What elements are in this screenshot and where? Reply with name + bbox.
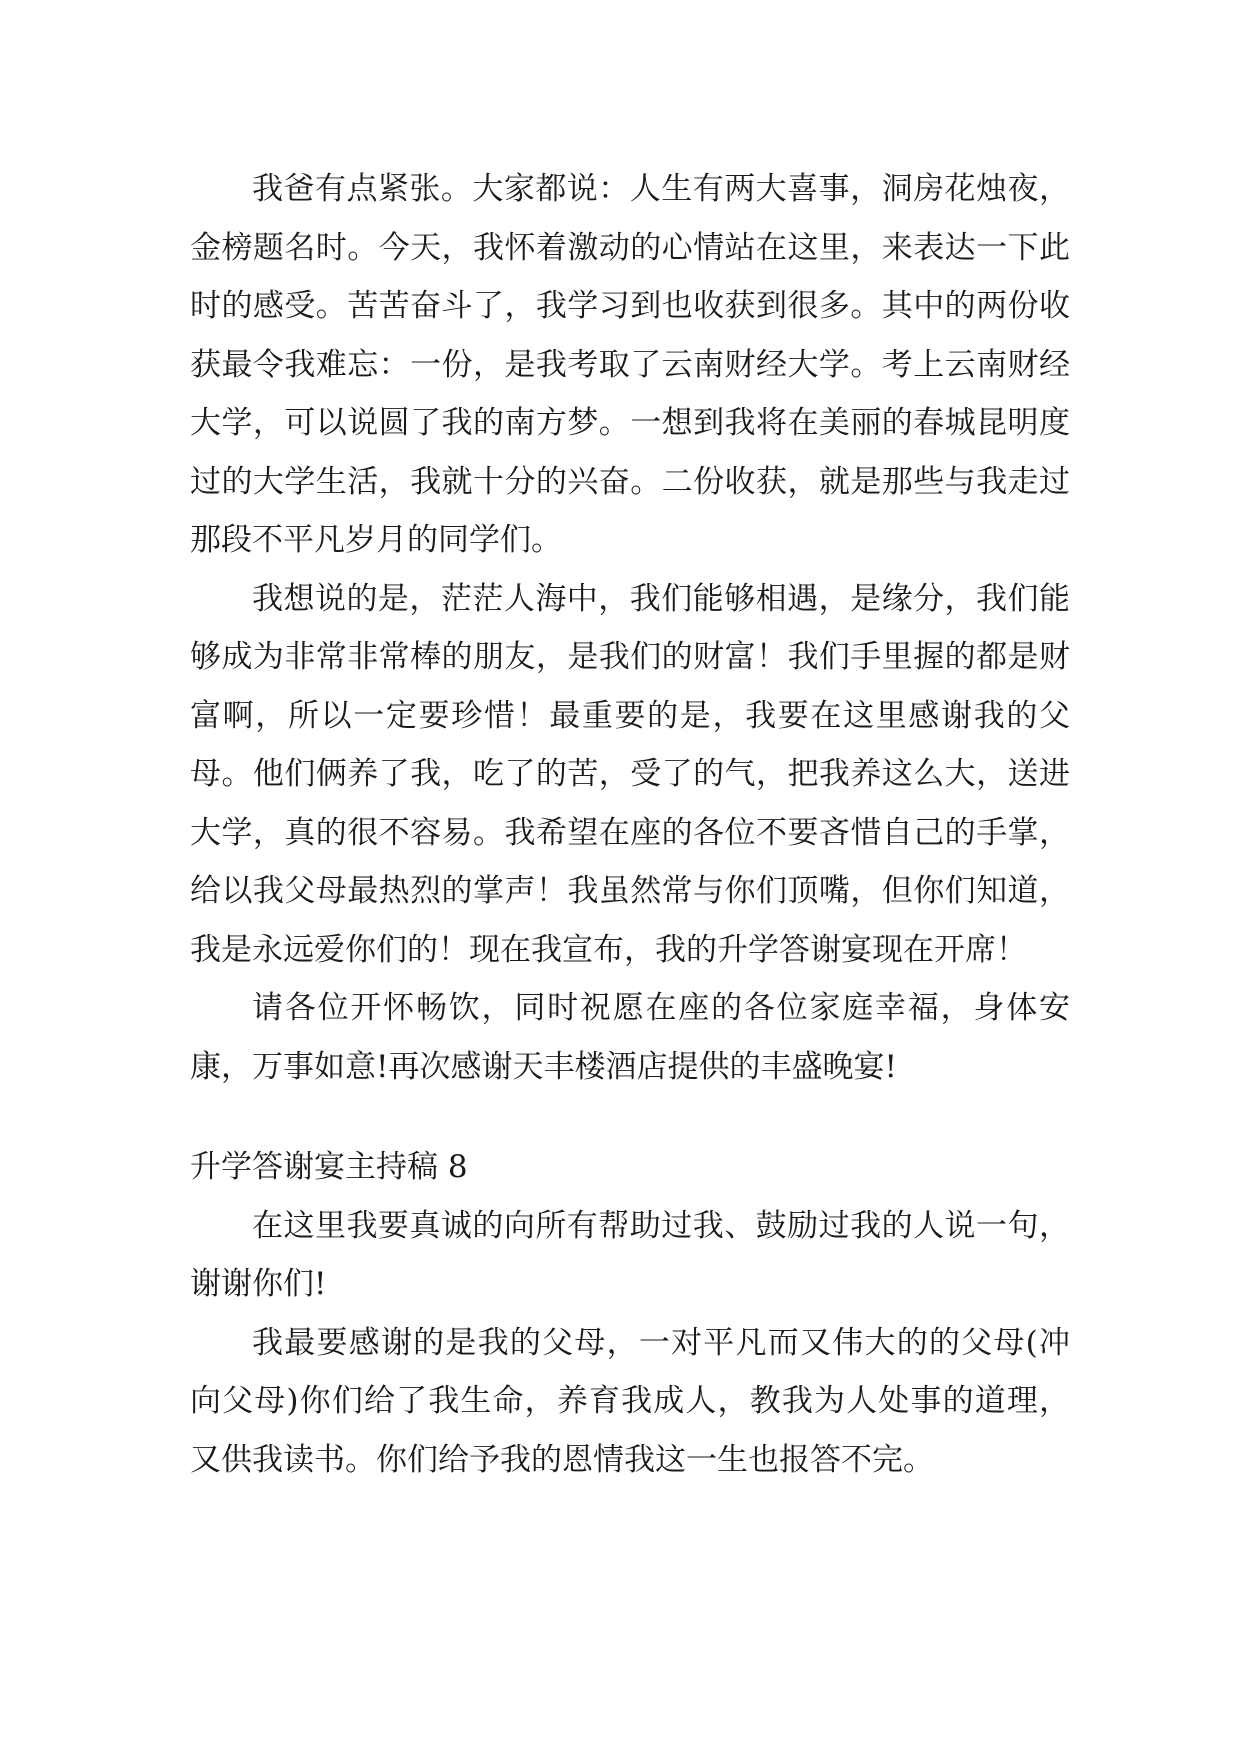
paragraph-parents-nervous: 我爸有点紧张。大家都说：人生有两大喜事，洞房花烛夜，金榜题名时。今天，我怀着激动的心情站在这里，来表达一下此时的感受。苦苦奋斗了，我学习到也收获到很多。其中的两份收获最令我难忘：一份，是我考取了云南财经大学。考上云南财经大学，可以说圆了我的南方梦。一想到我将在美丽的春城昆明度过的大学生活，我就十分的兴奋。二份收获，就是那些与我走过那段不平凡岁月的同学们。 — [190, 171, 1070, 558]
paragraph-friends-and-parents: 我想说的是，茫茫人海中，我们能够相遇，是缘分，我们能够成为非常非常棒的朋友，是我们的财富！我们手里握的都是财富啊，所以一定要珍惜！最重要的是，我要在这里感谢我的父母。他们俩养了我，吃了的苦，受了的气，把我养这么大，送进大学，真的很不容易。我希望在座的各位不要吝惜自己的手掌，给以我父母最热烈的掌声！我虽然常与你们顶嘴，但你们知道，我是永远爱你们的！现在我宣布，我的升学答谢宴现在开席！ — [190, 580, 1070, 968]
paragraph-toast: 请各位开怀畅饮，同时祝愿在座的各位家庭幸福，身体安康，万事如意!再次感谢天丰楼酒店提供的丰盛晚宴! — [190, 990, 1070, 1085]
section-title: 升学答谢宴主持稿 8 — [190, 1149, 468, 1185]
paragraph-thanks-parents: 我最要感谢的是我的父母，一对平凡而又伟大的的父母(冲向父母)你们给了我生命，养育我成人，教我为人处事的道理，又供我读书。你们给予我的恩情我这一生也报答不完。 — [190, 1324, 1070, 1478]
document-body — [190, 160, 1070, 1489]
paragraph-thanks-everyone: 在这里我要真诚的向所有帮助过我、鼓励过我的人说一句，谢谢你们! — [190, 1207, 1070, 1302]
